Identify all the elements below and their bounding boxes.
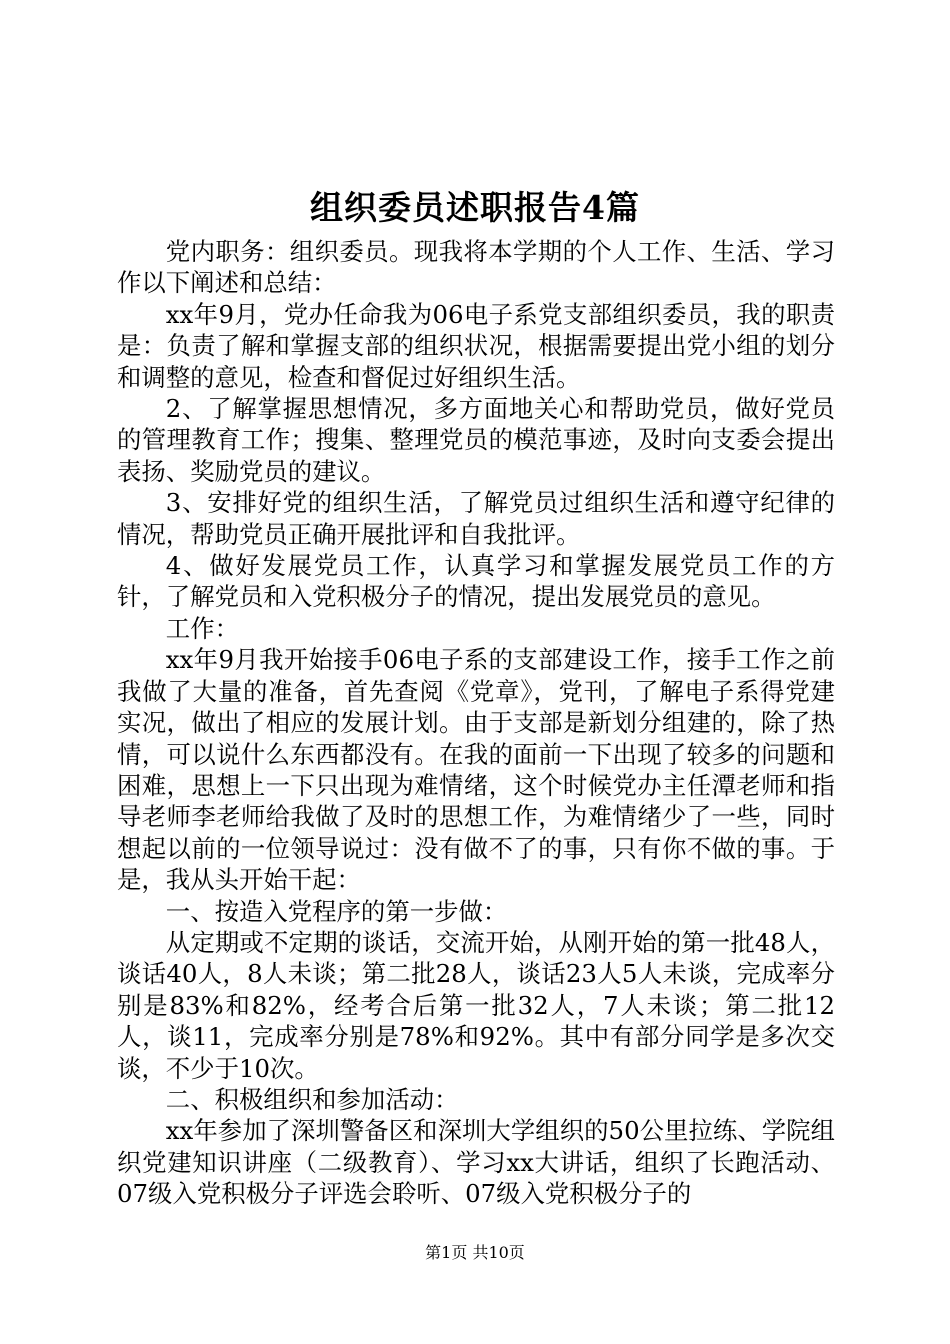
paragraph-duty: xx年9月，党办任命我为06电子系党支部组织委员，我的职责是：负责了解和掌握支部的组织状况，根据需要提出党小组的划分和调整的意见，检查和督促过好组织生活。: [117, 299, 835, 392]
document-body: [117, 236, 835, 1210]
section-heading-activities: 二、积极组织和参加活动：: [165, 1084, 459, 1114]
section-heading-work: 工作：: [165, 613, 239, 643]
paragraph-item-4: 4、做好发展党员工作，认真学习和掌握发展党员工作的方针，了解党员和入党积极分子的情况，提出发展党员的意见。: [117, 551, 835, 612]
paragraph-intro: 党内职务：组织委员。现我将本学期的个人工作、生活、学习作以下阐述和总结：: [117, 237, 835, 298]
document-title: 组织委员述职报告4篇: [310, 188, 640, 227]
paragraph-work: xx年9月我开始接手06电子系的支部建设工作，接手工作之前我做了大量的准备，首先查阅《党章》，党刊，了解电子系得党建实况，做出了相应的发展计划。由于支部是新划分组建的，除了热情，可以说什么东西都没有。在我的面前一下出现了较多的问题和困难，思想上一下只出现为难情绪，这个时候党办主任潭老师和指导老师李老师给我做了及时的思想工作，为难情绪少了一些，同时想起以前的一位领导说过：没有做不了的事，只有你不做的事。于是，我从头开始干起：: [117, 645, 835, 895]
paragraph-activities: xx年参加了深圳警备区和深圳大学组织的50公里拉练、学院组织党建知识讲座（二级教育）、学习xx大讲话，组织了长跑活动、07级入党积极分子评选会聆听、07级入党积极分子的: [117, 1116, 835, 1209]
paragraph-item-3: 3、安排好党的组织生活，了解党员过组织生活和遵守纪律的情况，帮助党员正确开展批评和自我批评。: [117, 488, 835, 549]
paragraph-item-2: 2、了解掌握思想情况，多方面地关心和帮助党员，做好党员的管理教育工作；搜集、整理党员的模范事迹，及时向支委会提出表扬、奖励党员的建议。: [117, 394, 835, 486]
paragraph-talks: 从定期或不定期的谈话，交流开始，从刚开始的第一批48人，谈话40人，8人未谈；第二批28人，谈话23人5人未谈，完成率分别是83%和82%，经考合后第一批32人，7人未谈；第二批12人，谈11，完成率分别是78%和92%。其中有部分同学是多次交谈，不少于10次。: [117, 927, 835, 1083]
page-number-footer: 第1页 共10页: [425, 1243, 525, 1262]
section-heading-step-one: 一、按造入党程序的第一步做：: [165, 896, 508, 926]
